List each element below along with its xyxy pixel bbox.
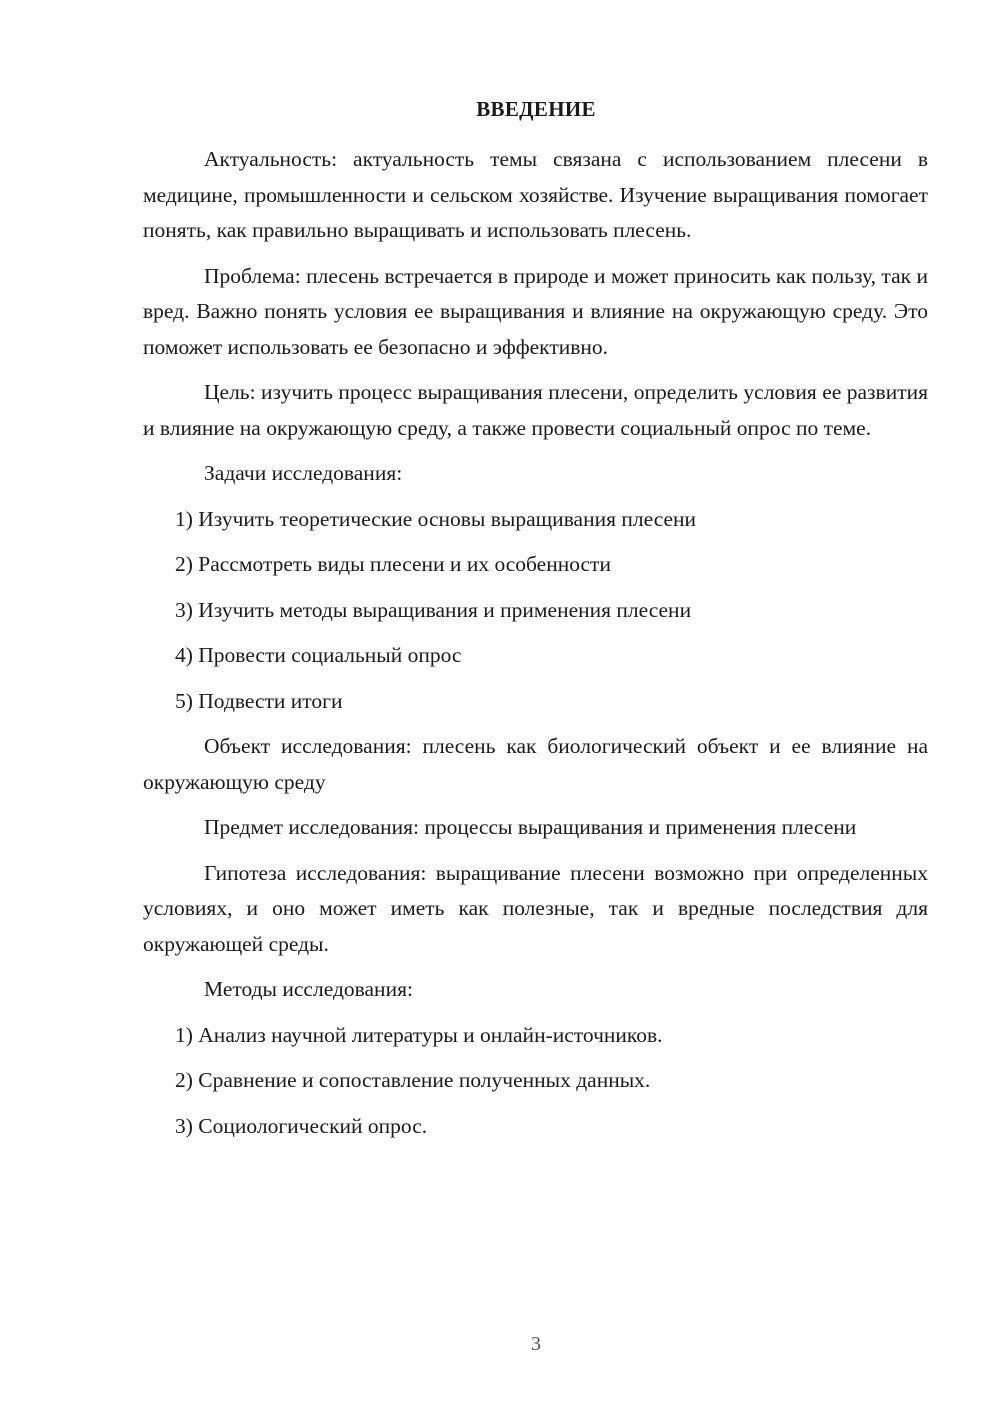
paragraph-subject: Предмет исследования: процессы выращивания и применения плесени [204, 815, 857, 839]
page-title: ВВЕДЕНИЕ [476, 97, 596, 121]
list-item: 5) Подвести итоги [175, 688, 343, 713]
list-item: 1) Изучить теоретические основы выращивания плесени [175, 506, 697, 531]
list-item: 4) Провести социальный опрос [175, 643, 462, 667]
paragraph-problem: Проблема: плесень встречается в природе и может приносить как пользу, так и вред. Важно понять условия ее выращивания и влияние на окружающую среду. Это поможет использовать ее безопасно и эффективно. [143, 263, 928, 359]
list-item: 2) Сравнение и сопоставление полученных данных. [175, 1068, 651, 1092]
list-item: 1) Анализ научной литературы и онлайн-источников. [175, 1022, 663, 1047]
document-body [143, 142, 928, 1154]
tasks-list [143, 502, 928, 720]
page-number: 3 [531, 1333, 541, 1355]
list-item: 3) Социологический опрос. [175, 1113, 428, 1138]
list-item: 3) Изучить методы выращивания и применения плесени [175, 597, 692, 622]
tasks-heading: Задачи исследования: [204, 461, 403, 485]
paragraph-hypothesis: Гипотеза исследования: выращивание плесени возможно при определенных условиях, и оно может иметь как полезные, так и вредные последствия для окружающей среды. [143, 860, 928, 956]
methods-heading: Методы исследования: [204, 977, 413, 1001]
methods-list [143, 1018, 928, 1145]
list-item: 2) Рассмотреть виды плесени и их особенности [175, 552, 611, 576]
paragraph-object: Объект исследования: плесень как биологический объект и ее влияние на окружающую среду [143, 734, 928, 794]
paragraph-goal: Цель: изучить процесс выращивания плесени, определить условия ее развития и влияние на окружающую среду, а также провести социальный опрос по теме. [143, 380, 928, 440]
paragraph-relevance: Актуальность: актуальность темы связана с использованием плесени в медицине, промышленности и сельском хозяйстве. Изучение выращивания помогает понять, как правильно выращивать и использовать плесень. [143, 147, 928, 242]
